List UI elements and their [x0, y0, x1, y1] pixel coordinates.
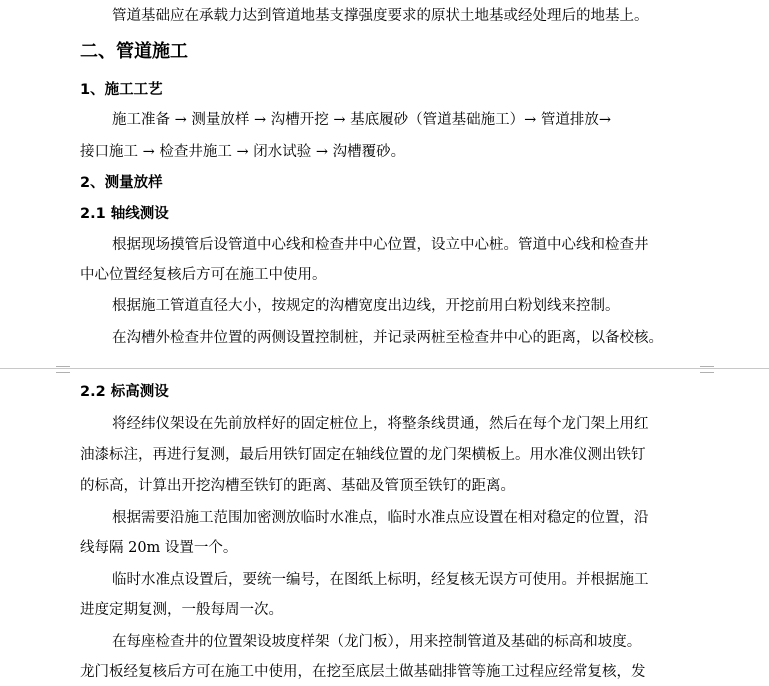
page-corner-marker [56, 372, 70, 381]
paragraph-line: 在每座检查井的位置架设坡度样架（龙门板），用来控制管道及基础的标高和坡度。 [112, 634, 642, 650]
subsection-heading: 2、测量放样 [80, 175, 163, 191]
paragraph-line: 将经纬仪架设在先前放样好的固定桩位上，将整条线贯通，然后在每个龙门架上用红 [112, 416, 649, 432]
subsection-heading: 2.2 标高测设 [80, 384, 169, 400]
paragraph-line: 管道基础应在承载力达到管道地基支撑强度要求的原状土地基或经处理后的地基上。 [112, 8, 649, 24]
paragraph-line: 在沟槽外检查井位置的两侧设置控制桩，并记录两桩至检查井中心的距离，以备校核。 [112, 330, 663, 346]
paragraph-line: 施工准备 → 测量放样 → 沟槽开挖 → 基底履砂（管道基础施工）→ 管道排放→ [112, 112, 612, 128]
paragraph-line: 接口施工 → 检查井施工 → 闭水试验 → 沟槽覆砂。 [80, 144, 406, 160]
section-heading: 二、管道施工 [80, 41, 188, 62]
subsection-heading: 1、施工工艺 [80, 82, 163, 98]
paragraph-line: 的标高，计算出开挖沟槽至铁钉的距离、基础及管顶至铁钉的距离。 [80, 478, 515, 494]
paragraph-line: 根据现场摸管后设管道中心线和检查井中心位置，设立中心桩。管道中心线和检查井 [112, 237, 649, 253]
subsection-heading: 2.1 轴线测设 [80, 206, 169, 222]
paragraph-line: 龙门板经复核后方可在施工中使用，在挖至底层土做基础排管等施工过程应经常复核，发 [80, 664, 646, 680]
paragraph-line: 根据施工管道直径大小，按规定的沟槽宽度出边线，开挖前用白粉划线来控制。 [112, 298, 620, 314]
paragraph-line: 线每隔 20m 设置一个。 [80, 540, 238, 556]
document-page-2 [0, 372, 769, 686]
paragraph-line: 油漆标注，再进行复测，最后用铁钉固定在轴线位置的龙门架横板上。用水准仪测出铁钉 [80, 447, 646, 463]
page-corner-marker [56, 360, 70, 367]
paragraph-line: 临时水准点设置后，要统一编号，在图纸上标明，经复核无误方可使用。并根据施工 [112, 572, 649, 588]
paragraph-line: 根据需要沿施工范围加密测放临时水准点，临时水准点应设置在相对稳定的位置，沿 [112, 510, 649, 526]
paragraph-line: 中心位置经复核后方可在施工中使用。 [80, 267, 327, 283]
paragraph-line: 进度定期复测，一般每周一次。 [80, 602, 283, 618]
page-corner-marker [700, 372, 714, 381]
page-corner-marker [700, 360, 714, 367]
